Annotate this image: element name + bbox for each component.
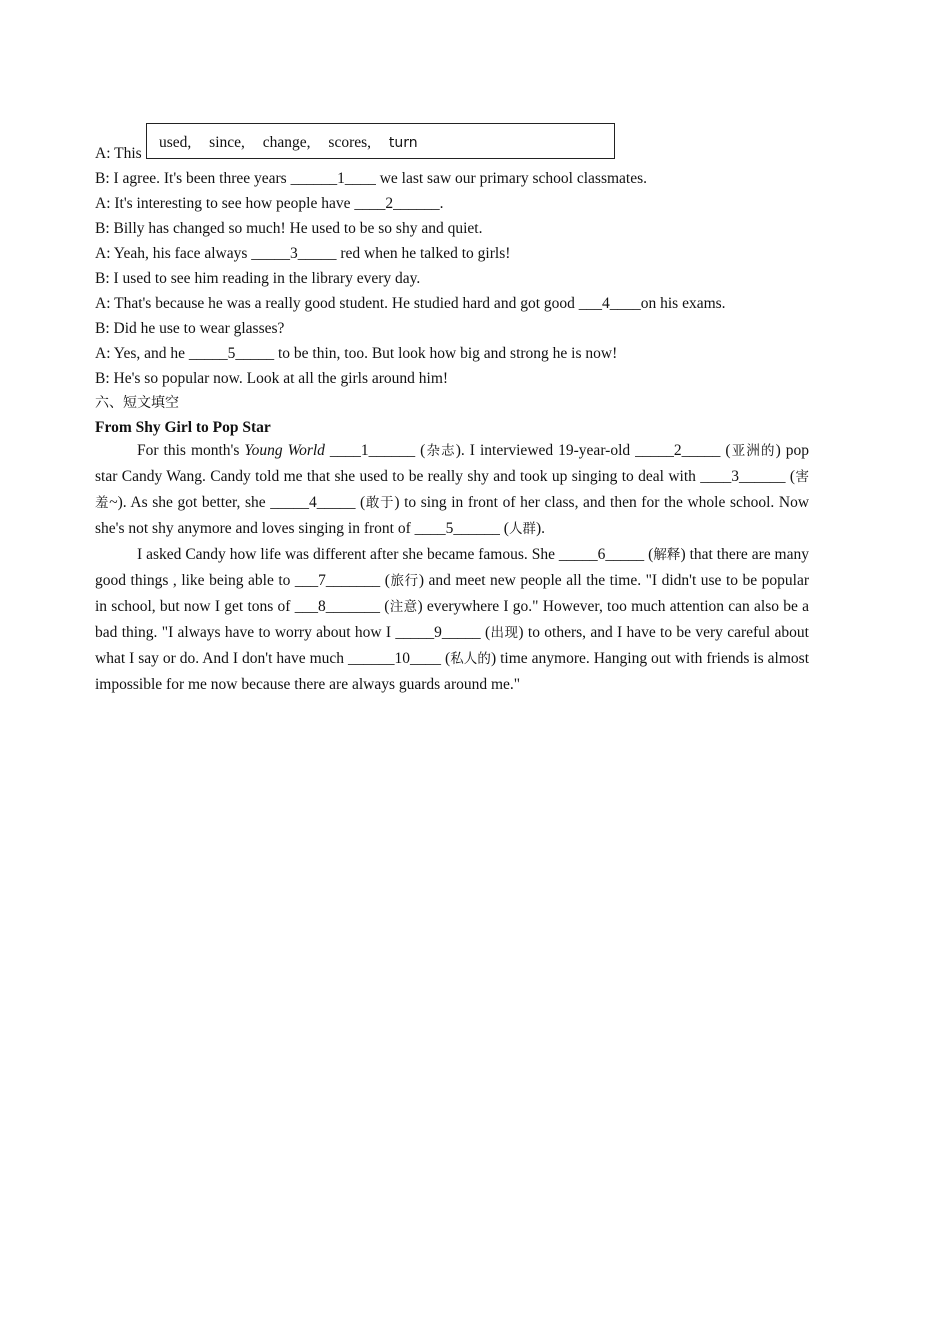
dialogue-line-6: B: I used to see him reading in the library every day. — [95, 270, 421, 287]
dialogue-line-2: B: I agree. It's been three years ______1____ we last saw our primary school classmates. — [95, 170, 648, 187]
passage-title: From Shy Girl to Pop Star — [95, 419, 271, 436]
hint-4: 敢于 — [365, 495, 395, 511]
word-bank-item: change, — [262, 134, 311, 151]
word-bank-list — [159, 134, 418, 152]
hint-3: 害羞 — [95, 469, 809, 511]
hint-8: 注意 — [389, 599, 418, 615]
passage — [95, 438, 809, 697]
dialogue-line-4: B: Billy has changed so much! He used to be so shy and quiet. — [95, 220, 483, 237]
word-bank-item: used, — [159, 134, 192, 151]
dialogue-line-7: A: That's because he was a really good student. He studied hard and got good ___4____on his exams. — [95, 295, 726, 312]
magazine-name: Young World — [244, 442, 325, 459]
word-bank-item: turn — [388, 135, 418, 151]
passage-paragraph-2: I asked Candy how life was different after she became famous. She _____6_____ (解释) that there are many good things , like being able to ___7_______ (旅行) and meet new people all the time. "I didn't use to be popular in school, but now I get tons of ___8_______ (注意) everywhere I go." However, too much attention can also be a bad thing. "I always have to worry about how I _____9_____ (出现) to others, and I have to be very careful about what I say or do. And I don't have much ______10____ (私人的) time anymore. Hanging out with friends is almost impossible for me now because there are always guards around me." — [95, 546, 810, 693]
word-bank-box — [146, 123, 615, 159]
dialogue-line-10: B: He's so popular now. Look at all the girls around him! — [95, 370, 449, 387]
dialogue-line-3: A: It's interesting to see how people have ____2______. — [95, 195, 444, 212]
hint-7: 旅行 — [389, 573, 419, 589]
dialogue-line-9: A: Yes, and he _____5_____ to be thin, too. But look how big and strong he is now! — [95, 345, 618, 362]
hint-6: 解释 — [653, 547, 681, 563]
passage-paragraph-1: For this month's Young World ____1______ (杂志). I interviewed 19-year-old _____2_____ (亚洲的) pop star Candy Wang. Candy told me that she used to be really shy and took up singing to deal with ____3______ (害羞~). As she got better, she _____4_____ (敢于) to sing in front of her class, and then for the whole school. Now she's not shy anymore and loves singing in front of ____5______ (人群). — [95, 442, 810, 537]
hint-9: 出现 — [490, 625, 519, 641]
section-heading: 六、短文填空 — [95, 395, 179, 411]
word-bank-item: since, — [209, 134, 245, 151]
hint-10: 私人的 — [450, 651, 491, 667]
hint-1: 杂志 — [425, 443, 456, 459]
word-bank-item: scores, — [328, 134, 372, 151]
dialogue-line-8: B: Did he use to wear glasses? — [95, 320, 285, 337]
dialogue-line-5: A: Yeah, his face always _____3_____ red when he talked to girls! — [95, 245, 511, 262]
hint-5: 人群 — [508, 521, 536, 537]
dialogue-line-1: A: This — [95, 145, 142, 162]
hint-2: 亚洲的 — [730, 443, 776, 459]
